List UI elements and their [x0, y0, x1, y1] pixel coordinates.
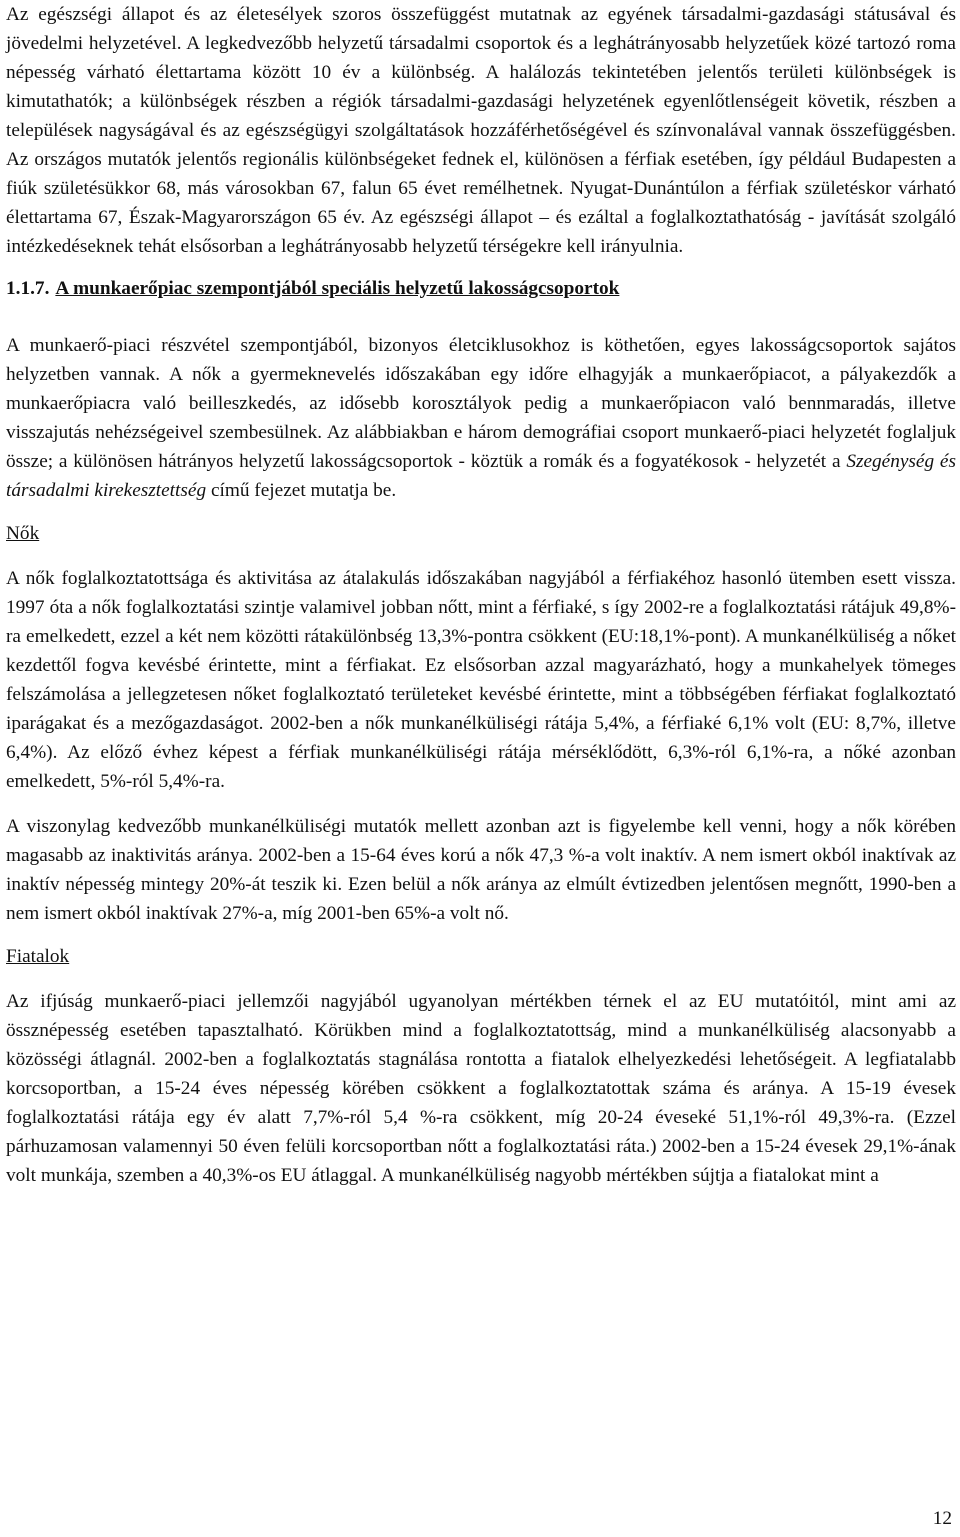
section-title: A munkaerőpiac szempontjából speciális helyzetű lakosságcsoportok	[55, 278, 620, 299]
section-intro-paragraph	[6, 331, 956, 505]
section-intro-text: A munkaerő-piaci részvétel szempontjából, bizonyos életciklusokhoz is köthetően, egyes lakosságcsoportok sajátos helyzetben vannak. A nők a gyermeknevelés időszakában egy időre elhagyják a munkaerőpiacot, a pályakezdők a munkaerőpiacra való beilleszkedés, az idősebb korosztályok pedig a munkaerőpiacon való bennmaradás, illetve visszajutás nehézségeivel szembesülnek. Az alábbiakban e három demográfiai csoport munkaerő-piaci helyzetét foglaljuk össze; a különösen hátrányos helyzetű lakosságcsoportok - köztük a romák és a fogyatékosok - helyzetét a	[6, 335, 956, 472]
section-intro-text-end: című fejezet mutatja be.	[210, 480, 397, 501]
youth-paragraph-1: Az ifjúság munkaerő-piaci jellemzői nagyjából ugyanolyan mértékben térnek el az EU mutatóitól, mint ami az össznépesség esetében tapasztalható. Körükben mind a foglalkoztatottság, mind a munkanélküliség alacsonyabb a közösségi átlagnál. 2002-ben a foglalkoztatás stagnálása rontotta a fiatalok elhelyezkedési lehetőségeit. A legfiatalabb korcsoportban, a 15-24 éves népesség körében csökkent a foglalkoztatottak száma és aránya. A 15-19 évesek foglalkoztatási rátája egy év alatt 7,7%-ról 5,4 %-ra csökkent, míg 20-24 éveseké 51,1%-ról 49,3%-ra. (Ezzel párhuzamosan valamennyi 50 éven felüli korcsoportban nőtt a foglalkoztatási ráta.) 2002-ben a 15-24 évesek 29,1%-ának volt munkája, szemben a 40,3%-os EU átlaggal. A munkanélküliség nagyobb mértékben sújtja a fiatalokat mint a	[6, 991, 956, 1186]
section-heading	[6, 274, 956, 303]
section-number: 1.1.7.	[6, 278, 50, 299]
women-heading: Nők	[6, 523, 40, 544]
women-paragraph-1: A nők foglalkoztatottsága és aktivitása az átalakulás időszakában nagyjából a férfiakéhoz hasonló ütemben esett vissza. 1997 óta a nők foglalkoztatási szintje valamivel jobban nőtt, mint a férfiaké, s így 2002-re a foglalkoztatási rátájuk 49,8%-ra emelkedett, ezzel a két nem közötti rátakülönbség 13,3%-pontra csökkent (EU:18,1%-pont). A munkanélküliség a nőket kezdettől fogva kevésbé érintette, mint a férfiakat. Ez elsősorban azzal magyarázható, hogy a munkahelyek tömeges felszámolása a jellegzetesen nőket foglalkoztató területeket kevésbé érintette, mint a többségében férfiakat foglalkoztató iparágakat és a mezőgazdaságot. 2002-ben a nők munkanélküliségi rátája 5,4%, a férfiaké 6,1% volt (EU: 8,7%, illetve 6,4%). Az előző évhez képest a férfiak munkanélküliségi rátája mérséklődött, 6,3%-ról 6,1%-ra, a nőké azonban emelkedett, 5%-ról 5,4%-ra.	[6, 568, 956, 792]
intro-paragraph: Az egészségi állapot és az életesélyek szoros összefüggést mutatnak az egyének társadalmi-gazdasági státusával és jövedelmi helyzetével. A legkedvezőbb helyzetű társadalmi csoportok és a leghátrányosabb helyzetűek közé tartozó roma népesség várható élettartama között 10 év a különbség. A halálozás tekintetében jelentős területi különbségek is kimutathatók; a különbségek részben a régiók társadalmi-gazdasági helyzetének egyenlőtlenségeit követik, részben a települések nagyságával és az egészségügyi szolgáltatások hozzáférhetőségével és színvonalával vannak összefüggésben. Az országos mutatók jelentős regionális különbségeket fednek el, különösen a férfiak esetében, így például Budapesten a fiúk születésükkor 68, más városokban 67, falun 65 évet remélhetnek. Nyugat-Dunántúlon a férfiak születéskor várható élettartama 67, Észak-Magyarországon 65 év. Az egészségi állapot – és ezáltal a foglalkoztathatóság - javítását szolgáló intézkedéseknek tehát elsősorban a leghátrányosabb helyzetű térségekre kell irányulnia.	[6, 4, 956, 257]
document-page	[6, 0, 956, 1190]
youth-heading: Fiatalok	[6, 946, 70, 967]
page-number: 12	[932, 1508, 952, 1529]
chapter-reference: Szegénység és társadalmi kirekesztettség	[6, 451, 956, 501]
women-paragraph-2: A viszonylag kedvezőbb munkanélküliségi mutatók mellett azonban azt is figyelembe kell venni, hogy a nők körében magasabb az inaktivitás aránya. 2002-ben a 15-64 éves korú a nők 47,3 %-a volt inaktív. A nem ismert okból inaktívak az inaktív népesség mintegy 20%-át teszik ki. Ezen belül a nők aránya az elmúlt évtizedben jelentősen megnőtt, 1990-ben a nem ismert okból inaktívak 27%-a, míg 2001-ben 65%-a volt nő.	[6, 816, 956, 924]
